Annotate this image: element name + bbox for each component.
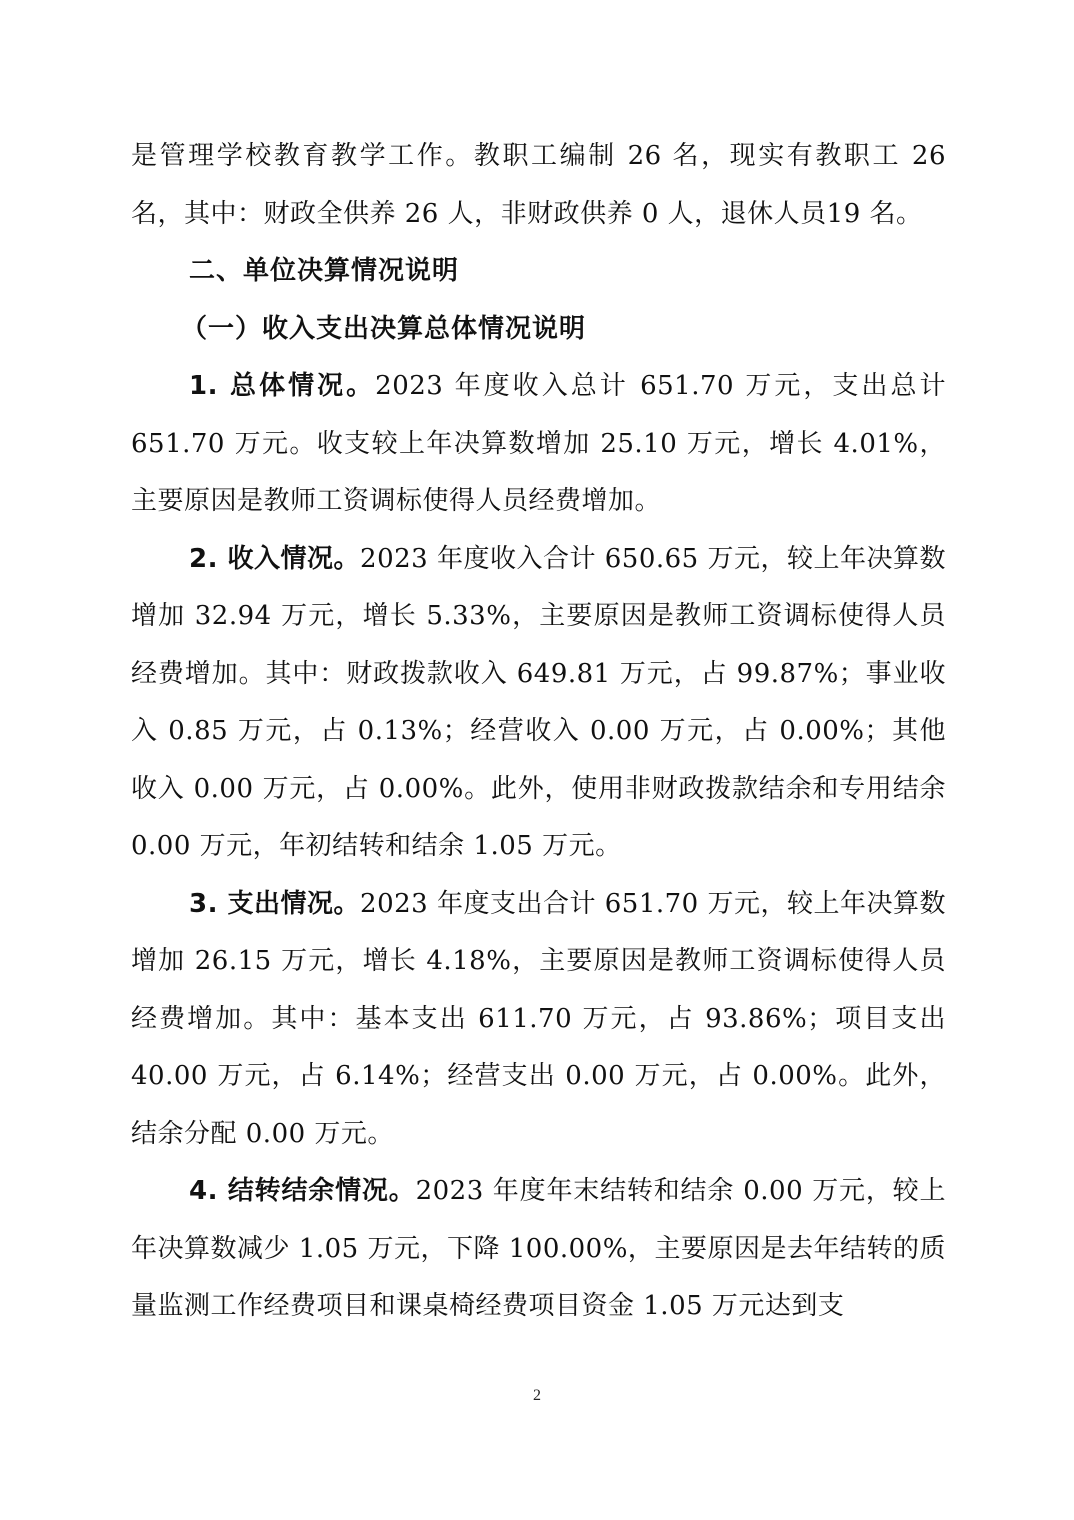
document-body [131,128,946,1336]
subsection-heading: （一）收入支出决算总体情况说明 [181,313,587,344]
paragraph-lead: 4. 结转结余情况。 [189,1176,416,1206]
intro-paragraph: 是管理学校教育教学工作。教职工编制 26 名，现实有教职工 26 名，其中：财政全供养 26 人，非财政供养 0 人，退休人员19 名。 [131,141,946,229]
paragraph-text: 2023 年度年末结转和结余 0.00 万元，较上年决算数减少 1.05 万元，下降 100.00%，主要原因是去年结转的质量监测工作经费项目和课桌椅经费项目资金 1.05 万元达到支 [131,1176,946,1321]
section-heading: 二、单位决算情况说明 [189,256,460,286]
expenditure-situation-paragraph [131,876,946,1164]
income-situation-paragraph [131,531,946,876]
page-number: 2 [533,1387,541,1404]
paragraph-text: 2023 年度收入总计 651.70 万元，支出总计 651.70 万元。收支较上年决算数增加 25.10 万元，增长 4.01%，主要原因是教师工资调标使得人员经费增加。 [131,371,946,516]
paragraph-text: 2023 年度收入合计 650.65 万元，较上年决算数增加 32.94 万元，增长 5.33%，主要原因是教师工资调标使得人员经费增加。其中：财政拨款收入 649.81 万元，占 99.87%；事业收入 0.85 万元，占 0.13%；经营收入 0.00 万元，占 0.00%；其他收入 0.00 万元，占 0.00%。此外，使用非财政拨款结余和专用结余 0.00 万元，年初结转和结余 1.05 万元。 [131,543,946,861]
paragraph-text: 2023 年度支出合计 651.70 万元，较上年决算数增加 26.15 万元，增长 4.18%，主要原因是教师工资调标使得人员经费增加。其中：基本支出 611.70 万元，占 93.86%；项目支出 40.00 万元，占 6.14%；经营支出 0.00 万元，占 0.00%。此外，结余分配 0.00 万元。 [131,888,946,1149]
overall-situation-paragraph [131,358,946,531]
paragraph-lead: 1. 总体情况。 [189,371,376,401]
paragraph-lead: 2. 收入情况。 [189,543,361,574]
carryover-balance-paragraph [131,1163,946,1336]
paragraph-lead: 3. 支出情况。 [189,888,361,919]
